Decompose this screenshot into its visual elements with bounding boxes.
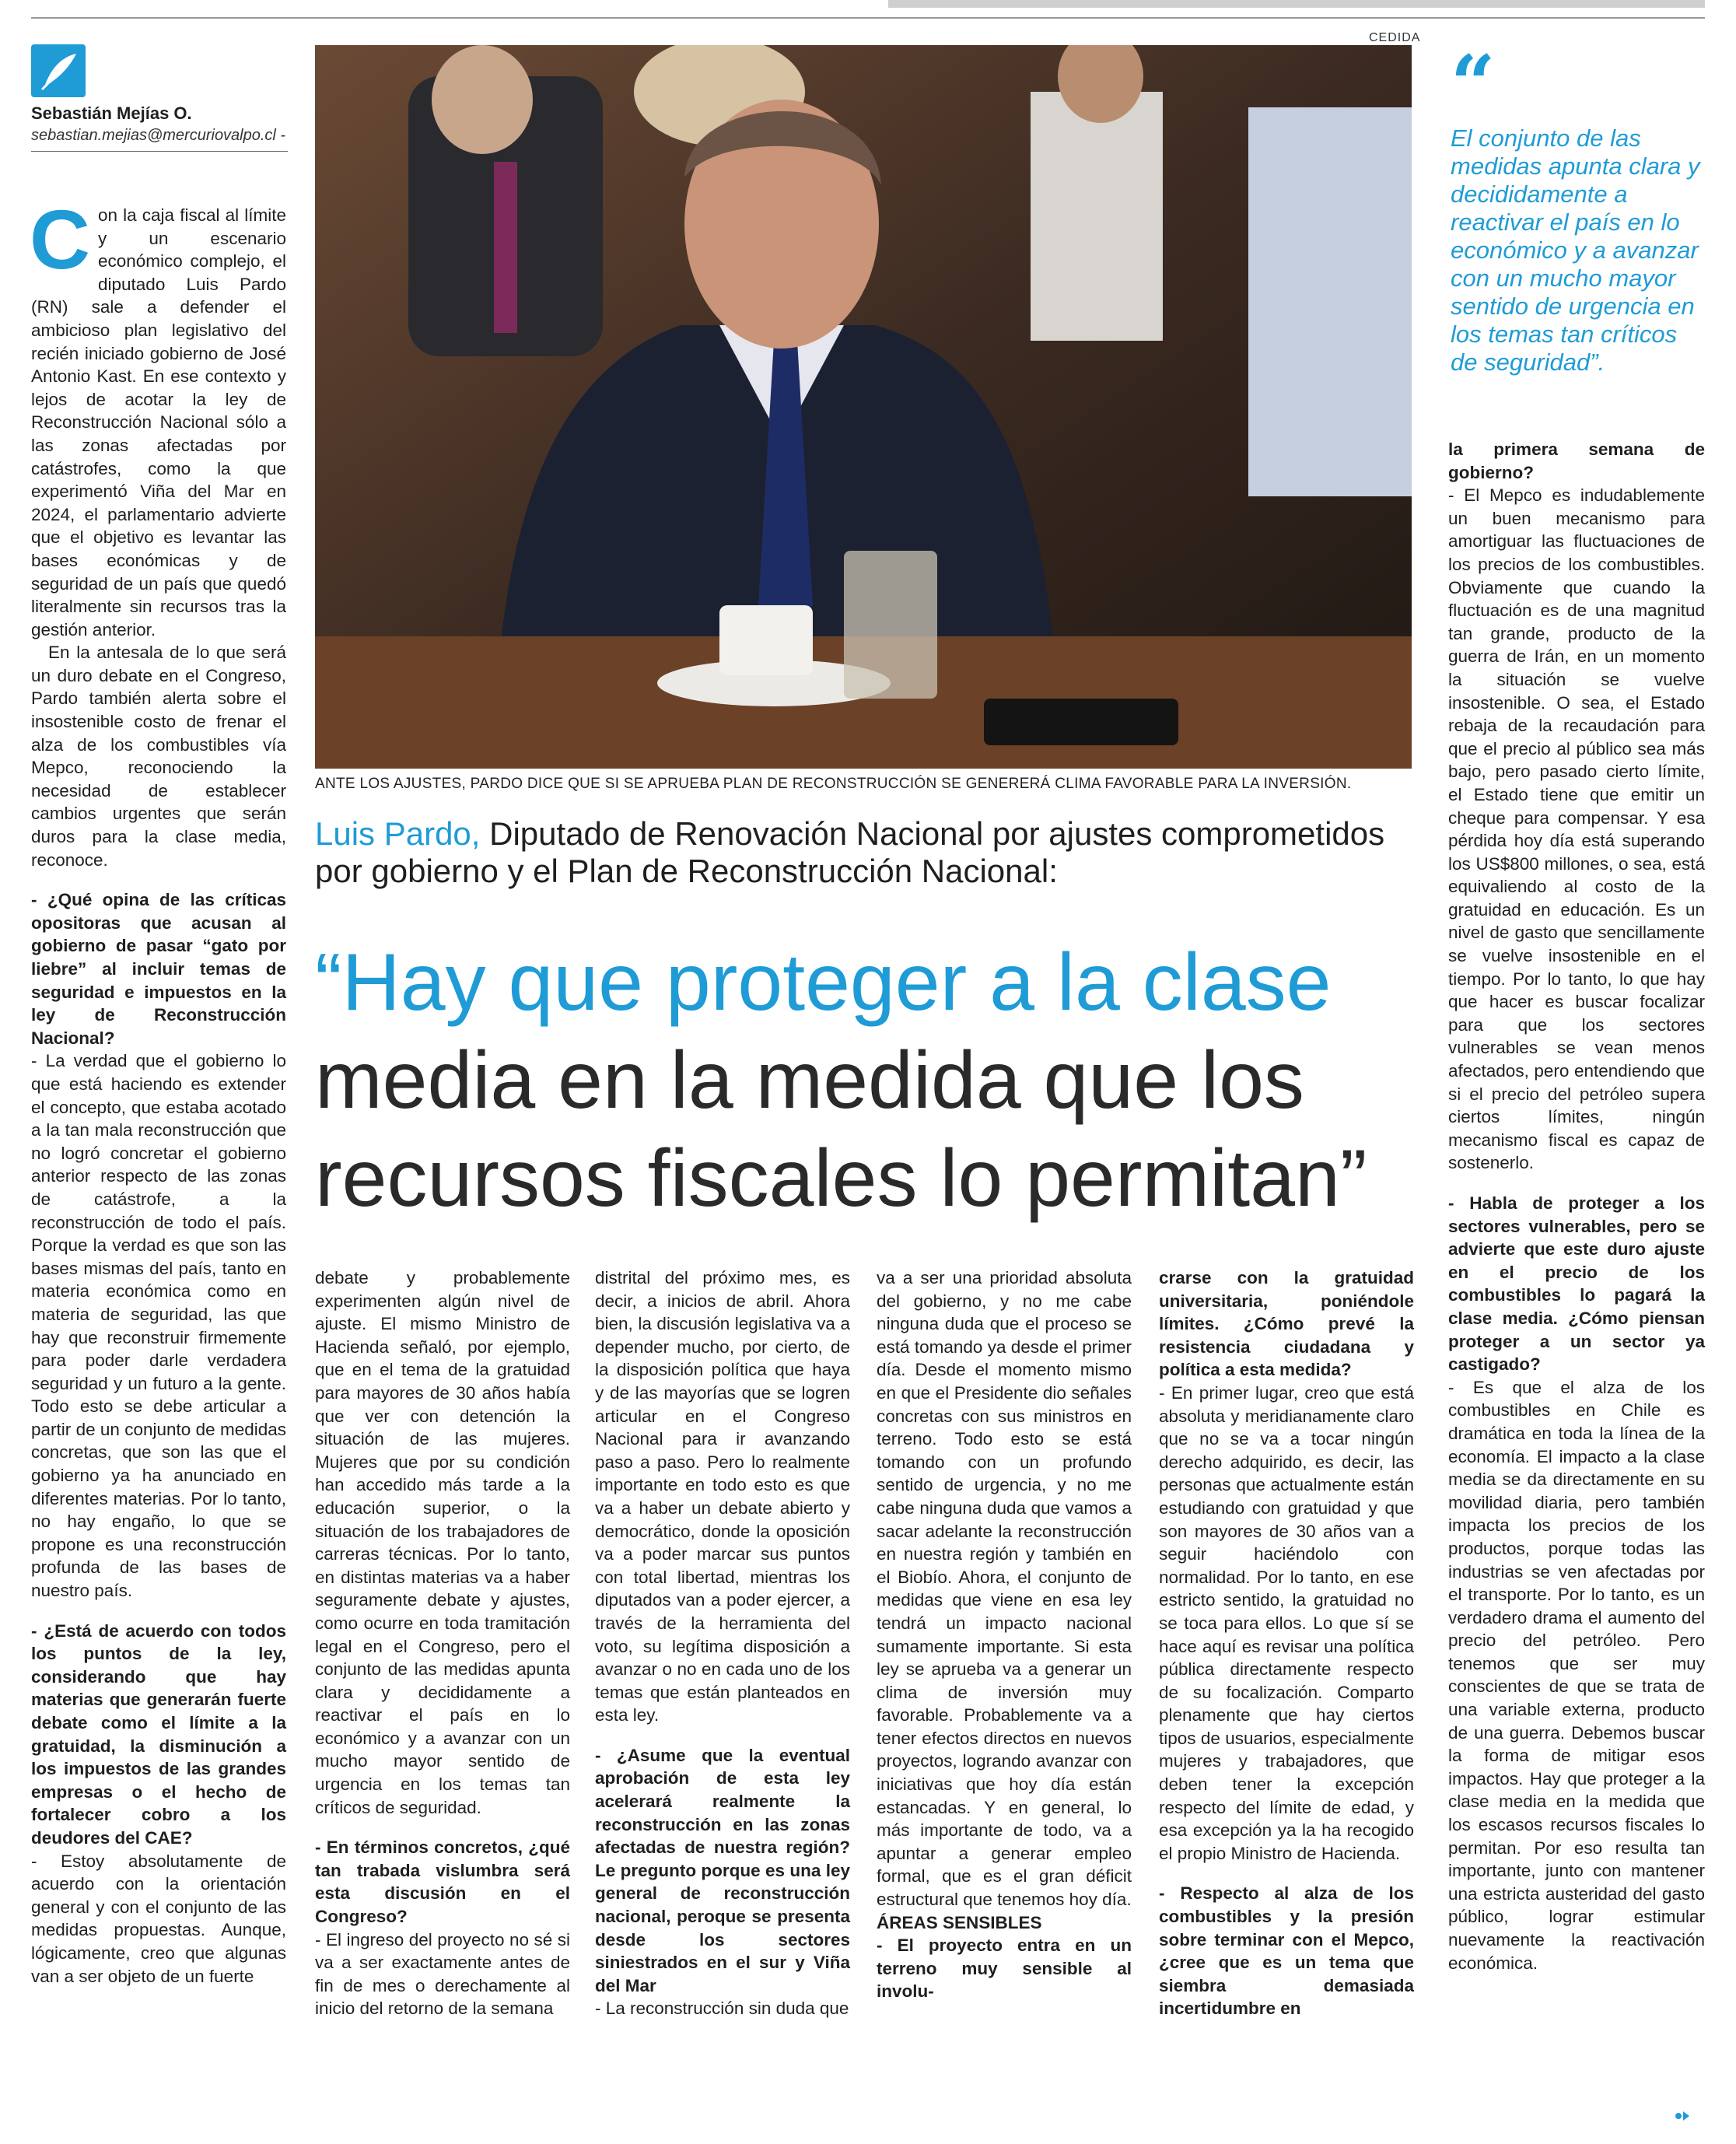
top-divider bbox=[31, 17, 1705, 19]
question-5: - El proyecto entra en un terreno muy sensible al involu- bbox=[877, 1936, 1132, 2002]
headline-line-1: “Hay que proteger a la clase bbox=[315, 937, 1332, 1028]
article-column-2 bbox=[315, 1266, 570, 2020]
article-photo bbox=[315, 45, 1412, 769]
article-column-5 bbox=[1159, 1266, 1414, 2020]
question-3: - En términos concretos, ¿qué tan trabada vislumbra será esta discusión en el Congreso? bbox=[315, 1837, 570, 1927]
dropcap: C bbox=[30, 192, 90, 286]
quill-icon bbox=[31, 44, 86, 97]
article-column-6 bbox=[1448, 438, 1705, 1974]
answer-4: - La reconstrucción sin duda que bbox=[595, 1999, 849, 2019]
author-email[interactable]: sebastian.mejias@mercuriovalpo.cl - bbox=[31, 127, 286, 144]
question-1: - ¿Qué opina de las críticas opositoras que acusan al gobierno de pasar “gato por liebre” al incluir temas de seguridad e impuestos en la ley de Reconstrucción Nacional? bbox=[31, 890, 286, 1048]
quote-marks-icon: “ bbox=[1451, 38, 1496, 130]
headline bbox=[315, 934, 1419, 1228]
answer-2: - Estoy absolutamente de acuerdo con la orientación general y con el conjunto de las medidas propuestas. Aunque, lógicamente, creo que algunas van a ser objeto de un fuerte bbox=[31, 1851, 286, 1986]
section-subhead: ÁREAS SENSIBLES bbox=[877, 1912, 1042, 1932]
photo-caption: ANTE LOS AJUSTES, PARDO DICE QUE SI SE APRUEBA PLAN DE RECONSTRUCCIÓN SE GENERERÁ CLIMA FAVORABLE PARA LA INVERSIÓN. bbox=[315, 776, 1352, 792]
previous-page-strip bbox=[888, 0, 1705, 8]
lead-text: on la caja fiscal al límite y un escenario económico complejo, el diputado Luis Pardo (RN) sale a defender el ambicioso plan legislativo del recién iniciado gobierno de José Antonio Kast. En ese contexto y lejos de acotar la ley de Reconstrucción Nacional sólo a las zonas afectadas por catástrofes, como la que experimentó Viña del Mar en 2024, el parlamentario advierte que el objetivo es levantar las bases económicas y de seguridad de un país que quedó literalmente sin recursos tras la gestión anterior. bbox=[31, 205, 286, 639]
author-divider bbox=[31, 151, 288, 152]
continue-arrow-icon bbox=[1674, 2107, 1692, 2125]
article-column-1 bbox=[30, 192, 286, 1988]
author-name: Sebastián Mejías O. bbox=[31, 103, 192, 123]
answer-continued-3: va a ser una prioridad absoluta del gobierno, y no me cabe ninguna duda que el proceso se está tomando ya desde el primer día. Desde el momento mismo en que el Presidente dio señales concretas con sus ministros en terreno. Todo esto se está tomando con un profundo sentido de urgencia, y no me cabe ninguna duda que vamos a sacar adelante la reconstrucción en nuestra región y también en el Biobío. Ahora, el conjunto de medidas que viene en esa ley tendrá un impacto nacional sumamente importante. Si esta ley se aprueba va a generar un clima de inversión muy favorable. Probablemente va a tener efectos directos en nuevos proyectos, logrando avanzar con iniciativas que hoy día están estancadas. Y en general, lo más importante de todo, va a apuntar a generar empleo formal, que es el gran déficit estructural que tenemos hoy día. bbox=[877, 1268, 1132, 1910]
kicker bbox=[315, 815, 1419, 890]
answer-3: - El ingreso del proyecto no sé si va a ser exactamente antes de fin de mes o derechamente al inicio del retorno de la semana bbox=[315, 1929, 570, 2019]
question-5-continued: crarse con la gratuidad universitaria, poniéndole límites. ¿Cómo prevé la resistencia ciudadana y política a esta medida? bbox=[1159, 1268, 1414, 1380]
headline-line-2: media en la medida que los bbox=[315, 1035, 1304, 1126]
question-6-continued: la primera semana de gobierno? bbox=[1448, 440, 1705, 482]
question-4: - ¿Asume que la eventual aprobación de esta ley acelerará realmente la reconstrucción en las zonas afectadas de nuestra región? Le pregunto porque es una ley general de reconstrucción nacional, peroque se presenta desde los sectores siniestrados en el sur y Viña del Mar bbox=[595, 1745, 850, 1995]
answer-6: - El Mepco es indudablemente un buen mecanismo para amortiguar las fluctuaciones de los precios de los combustibles. Obviamente que cuando la fluctuación es de una magnitud tan grande, producto de la guerra de Irán, en un momento la situación se vuelve insostenible. O sea, el Estado rebaja de la recaudación para que el precio al público sea más bajo, pero pasado cierto límite, el Estado tiene que emitir un cheque para compensar. Y esa pérdida hoy día está superando los US$800 millones, o sea, está equivaliendo al costo de la gratuidad en educación. Es un nivel de gasto que sencillamente se vuelve insostenible en el tiempo. Por lo tanto, lo que hay que hacer es buscar focalizar para que los sectores vulnerables se vean menos afectados, pero entendiendo que si el precio del petróleo supera ciertos límites, ningún mecanismo fiscal es capaz de sostenerlo. bbox=[1448, 485, 1705, 1173]
question-6: - Respecto al alza de los combustibles y la presión sobre terminar con el Mepco, ¿cree que es un tema que siembra demasiada incertidumbre en bbox=[1159, 1883, 1414, 2019]
answer-7: - Es que el alza de los combustibles en Chile es dramática en toda la línea de la economía. El impacto a la clase media se da directamente en su movilidad diaria, pero también impacta los precios de los productos, porque todas las industrias se ven afectadas por el transporte. Por lo tanto, es un verdadero drama el aumento del precio del petróleo. Pero tenemos que ser muy conscientes de que se trata de una variable externa, producto de una guerra. Debemos buscar la forma de mitigar esos impactos. Hay que proteger a la clase media en la medida que los escasos recursos fiscales lo permitan. Por eso resulta tan importante, junto con mantener una estricta austeridad del gasto público, lograr estimular nuevamente la reactivación económica. bbox=[1448, 1377, 1705, 1973]
question-2: - ¿Está de acuerdo con todos los puntos de la ley, considerando que hay materias que generarán fuerte debate como el límite a la gratuidad, la disminución a los impuestos de las grandes empresas o el hecho de fortalecer cobro a los deudores del CAE? bbox=[31, 1620, 286, 1848]
pull-quote: El conjunto de las medidas apunta clara y decididamente a reactivar el país en lo económico y a avanzar con un mucho mayor sentido de urgencia en los temas tan críticos de seguridad”. bbox=[1451, 124, 1700, 376]
answer-continued: debate y probablemente experimenten algún nivel de ajuste. El mismo Ministro de Hacienda señaló, por ejemplo, que en el tema de la gratuidad para mayores de 30 años había que ver con detención la situación de las mujeres. Mujeres que por su condición han accedido más tarde a la educación superior, o la situación de los trabajadores de carreras técnicas. Por lo tanto, en distintas materias va a haber seguramente debate y ajustes, como ocurre en toda tramitación legal en el Congreso, pero el conjunto de las medidas apunta clara y decididamente a reactivar el país en lo económico y a avanzar con un mucho mayor sentido de urgencia en los temas tan críticos de seguridad. bbox=[315, 1268, 570, 1817]
lead-paragraph-2: En la antesala de lo que será un duro debate en el Congreso, Pardo también alerta sobre el insostenible costo de frenar el alza de los combustibles vía Mepco, reconociendo la necesidad de establecer cambios urgentes que serán duros para la clase media, reconoce. bbox=[31, 643, 286, 870]
question-7: - Habla de proteger a los sectores vulnerables, pero se advierte que este duro ajuste en el precio de los combustibles lo pagará la clase media. ¿Cómo piensan proteger a un sector ya castigado? bbox=[1448, 1193, 1705, 1375]
answer-continued-2: distrital del próximo mes, es decir, a inicios de abril. Ahora bien, la discusión legislativa va a depender mucho, por cierto, de la disposición política que haya y de las mayorías que se logren articular en el Congreso Nacional para ir avanzando paso a paso. Pero lo realmente importante en todo esto es que va a haber un debate abierto y democrático, donde la oposición va a poder marcar sus puntos con total libertad, mientras los diputados van a poder ejercer, a través de la herramienta del voto, su legítima disposición a avanzar o no en cada uno de los temas que están planteados en esta ley. bbox=[595, 1268, 850, 1725]
answer-5: - En primer lugar, creo que está absoluta y meridianamente claro que no se va a tocar ningún derecho adquirido, es decir, las personas que actualmente están estudiando con gratuidad y que son mayores de 30 años van a seguir haciéndolo con normalidad. Por lo tanto, en ese estricto sentido, la gratuidad no se toca para ellos. Lo que sí se hace aquí es revisar una política pública directamente respecto de su focalización. Comparto plenamente que hay ciertos tipos de usuarios, especialmente mujeres y trabajadores, que deben tener la excepción respecto del límite de edad, y esa excepción ya la ha recogido el propio Ministro de Hacienda. bbox=[1159, 1382, 1414, 1863]
kicker-name: Luis Pardo, bbox=[315, 815, 481, 852]
article-column-4 bbox=[877, 1266, 1132, 2003]
answer-1: - La verdad que el gobierno lo que está haciendo es extender el concepto, que estaba acotado a la tan mala reconstrucción que no logró concretar el gobierno anterior respecto de las zonas de catástrofe, a la reconstrucción de todo el país. Porque la verdad es que son las bases mismas del país, tanto en materia económica como en materia de seguridad, las que hay que reconstruir firmemente para poder darle verdadera seguridad y un futuro a la gente. Todo esto se debe articular a partir de un conjunto de medidas concretas, que son las que el gobierno ya ha anunciado en diferentes materias. Por lo tanto, no hay engaño, lo que se propone es una reconstrucción profunda de las bases de nuestro país. bbox=[31, 1051, 286, 1601]
photo-credit: CEDIDA bbox=[1369, 31, 1421, 44]
kicker-text: Diputado de Renovación Nacional por ajustes comprometidos por gobierno y el Plan de Reconstrucción Nacional: bbox=[315, 815, 1385, 889]
page-top-rule bbox=[0, 0, 1736, 23]
headline-line-3: recursos fiscales lo permitan” bbox=[315, 1133, 1367, 1224]
article-column-3 bbox=[595, 1266, 850, 2020]
lead-paragraph bbox=[30, 192, 286, 641]
